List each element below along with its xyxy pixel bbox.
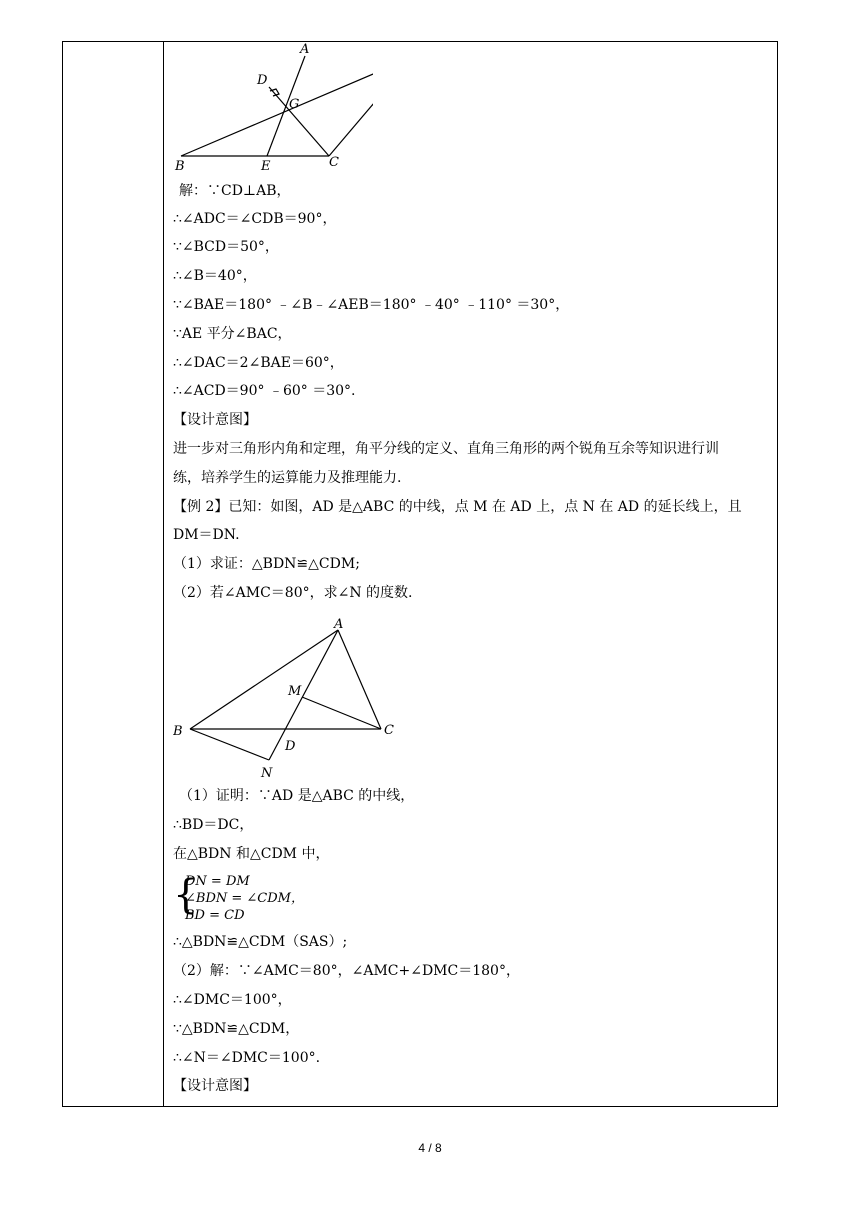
- label-E: E: [261, 159, 271, 172]
- solution2-line-8: ∴∠N＝∠DMC＝100°.: [173, 1050, 321, 1066]
- solution1-line-1: 解：∵CD⊥AB，: [179, 183, 291, 199]
- label-D: D: [257, 73, 268, 88]
- solution2-line-6: ∴∠DMC＝100°，: [173, 992, 292, 1008]
- example2-question-1: （1）求证：△BDN≌△CDM;: [173, 556, 360, 572]
- label-B: B: [175, 159, 185, 172]
- label-A: A: [334, 617, 344, 632]
- solution2-line-5: （2）解：∵∠AMC＝80°，∠AMC+∠DMC＝180°，: [173, 963, 520, 979]
- segment-BN: [190, 729, 269, 760]
- solution1-line-6: ∵AE 平分∠BAC，: [173, 326, 292, 342]
- solution1-line-3: ∵∠BCD＝50°，: [173, 239, 279, 255]
- solution2-line-2: ∴BD＝DC，: [173, 817, 254, 833]
- solution2-line-1: （1）证明：∵AD 是△ABC 的中线，: [179, 788, 415, 804]
- label-D: D: [285, 739, 296, 754]
- label-C: C: [384, 723, 394, 738]
- example2-statement-2: DM＝DN.: [173, 527, 240, 543]
- solution2-line-7: ∵△BDN≌△CDM，: [173, 1021, 300, 1037]
- segment-AC: [329, 57, 373, 156]
- system-line-3: BD = CD: [185, 908, 245, 923]
- solution1-line-8: ∴∠ACD＝90° ﹣60° ＝30°.: [173, 383, 356, 399]
- label-M: M: [288, 684, 302, 699]
- solution1-line-4: ∴∠B＝40°，: [173, 268, 257, 284]
- segment-BA: [190, 630, 338, 729]
- example2-statement-1: 【例 2】已知：如图，AD 是△ABC 的中线，点 M 在 AD 上，点 N 在 AD 的延长线上，且: [173, 499, 742, 515]
- system-line-1: DN = DM: [185, 874, 250, 889]
- label-C: C: [329, 155, 339, 170]
- label-G: G: [289, 97, 300, 112]
- left-column: [63, 42, 164, 1106]
- segment-BA: [181, 57, 373, 156]
- example2-question-2: （2）若∠AMC＝80°，求∠N 的度数.: [173, 585, 413, 601]
- label-A: A: [300, 42, 310, 57]
- solution2-line-3: 在△BDN 和△CDM 中，: [173, 846, 330, 862]
- triangle-figure-2: [173, 610, 413, 780]
- design-intent-text-1a: 进一步对三角形内角和定理，角平分线的定义、直角三角形的两个锐角互余等知识进行训: [173, 441, 719, 457]
- label-B: B: [173, 724, 183, 739]
- system-line-2: ∠BDN = ∠CDM，: [185, 891, 304, 906]
- label-N: N: [261, 766, 273, 780]
- lesson-table: [62, 41, 778, 1107]
- brace-icon: {: [173, 872, 199, 918]
- triangle-figure-1: [173, 42, 373, 172]
- solution1-line-2: ∴∠ADC＝∠CDB＝90°，: [173, 211, 337, 227]
- design-intent-heading-1: 【设计意图】: [173, 412, 257, 428]
- solution2-line-4: ∴△BDN≌△CDM（SAS）;: [173, 934, 348, 950]
- solution1-line-7: ∴∠DAC＝2∠BAE＝60°，: [173, 355, 344, 371]
- design-intent-heading-2: 【设计意图】: [173, 1078, 257, 1094]
- page-number: 4 / 8: [418, 1141, 442, 1155]
- segment-AN: [269, 630, 338, 760]
- design-intent-text-1b: 练，培养学生的运算能力及推理能力.: [173, 470, 402, 486]
- solution1-line-5: ∵∠BAE＝180° ﹣∠B﹣∠AEB＝180° ﹣40° ﹣110° ＝30°，: [173, 297, 570, 313]
